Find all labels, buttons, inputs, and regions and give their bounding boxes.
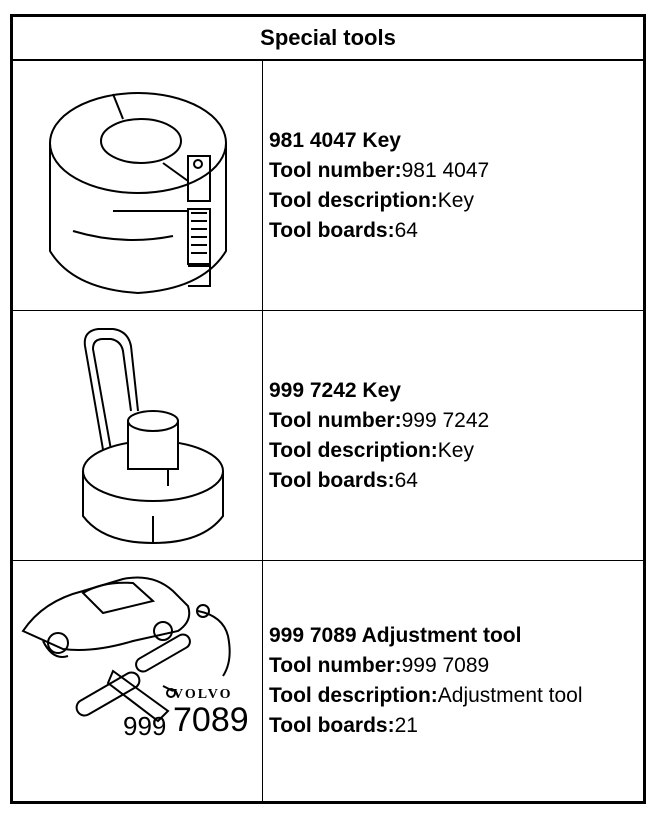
tool-number-line: Tool number:999 7089 xyxy=(269,654,490,677)
volvo-brand-label: VOLVO xyxy=(173,687,233,702)
tool-description-label: Tool description xyxy=(269,188,431,212)
table-row xyxy=(13,561,643,801)
tool-description-line: Tool description:Key xyxy=(269,438,474,462)
tool-image-cell xyxy=(13,561,263,801)
tool-number-value: 999 7242 xyxy=(401,408,490,432)
tool-boards-line: Tool boards:64 xyxy=(269,468,418,492)
tool-description-value: Key xyxy=(437,188,474,212)
tool-boards-value: 64 xyxy=(394,468,418,492)
table-row xyxy=(13,61,643,311)
tool-number-label: Tool number xyxy=(269,158,395,182)
tool-description-value: Key xyxy=(437,438,474,462)
tool-boards-line: Tool boards:64 xyxy=(269,218,418,242)
tool-description-label: Tool description xyxy=(269,684,431,707)
tool-text-cell xyxy=(269,561,643,801)
special-tools-table xyxy=(10,14,646,804)
tool-boards-label: Tool boards xyxy=(269,218,388,242)
tool-description-line: Tool description:Adjustment tool xyxy=(269,684,583,707)
tool-boards-label: Tool boards xyxy=(269,468,388,492)
tool-title: 999 7242 Key xyxy=(269,378,401,402)
ring-key-tool-icon xyxy=(13,61,263,311)
tool-description-label: Tool description xyxy=(269,438,431,462)
tool-number-value: 999 7089 xyxy=(401,654,490,677)
tool-text-cell xyxy=(269,311,643,560)
tool-number-label: Tool number xyxy=(269,654,395,677)
tool-image-cell xyxy=(13,311,263,560)
key-with-handle-tool-icon xyxy=(13,311,263,561)
image-number-suffix: 7089 xyxy=(173,701,249,739)
tool-text-cell xyxy=(269,61,643,310)
tool-description-line: Tool description:Key xyxy=(269,188,474,212)
tool-boards-label: Tool boards xyxy=(269,714,388,737)
tool-title: 999 7089 Adjustment tool xyxy=(269,624,522,647)
adjustment-tool-car-icon xyxy=(13,561,263,801)
table-header: Special tools xyxy=(13,17,643,61)
tool-title: 981 4047 Key xyxy=(269,128,401,152)
tool-number-label: Tool number xyxy=(269,408,395,432)
tool-boards-line: Tool boards:21 xyxy=(269,714,418,737)
tool-image-cell xyxy=(13,61,263,310)
tool-boards-value: 64 xyxy=(394,218,418,242)
image-number-prefix: 999 xyxy=(123,711,167,741)
tool-number-line: Tool number:999 7242 xyxy=(269,408,490,432)
tool-number-value: 981 4047 xyxy=(401,158,490,182)
table-row xyxy=(13,311,643,561)
tool-number-line: Tool number:981 4047 xyxy=(269,158,490,182)
tool-description-value: Adjustment tool xyxy=(437,684,583,707)
tool-boards-value: 21 xyxy=(394,714,418,737)
